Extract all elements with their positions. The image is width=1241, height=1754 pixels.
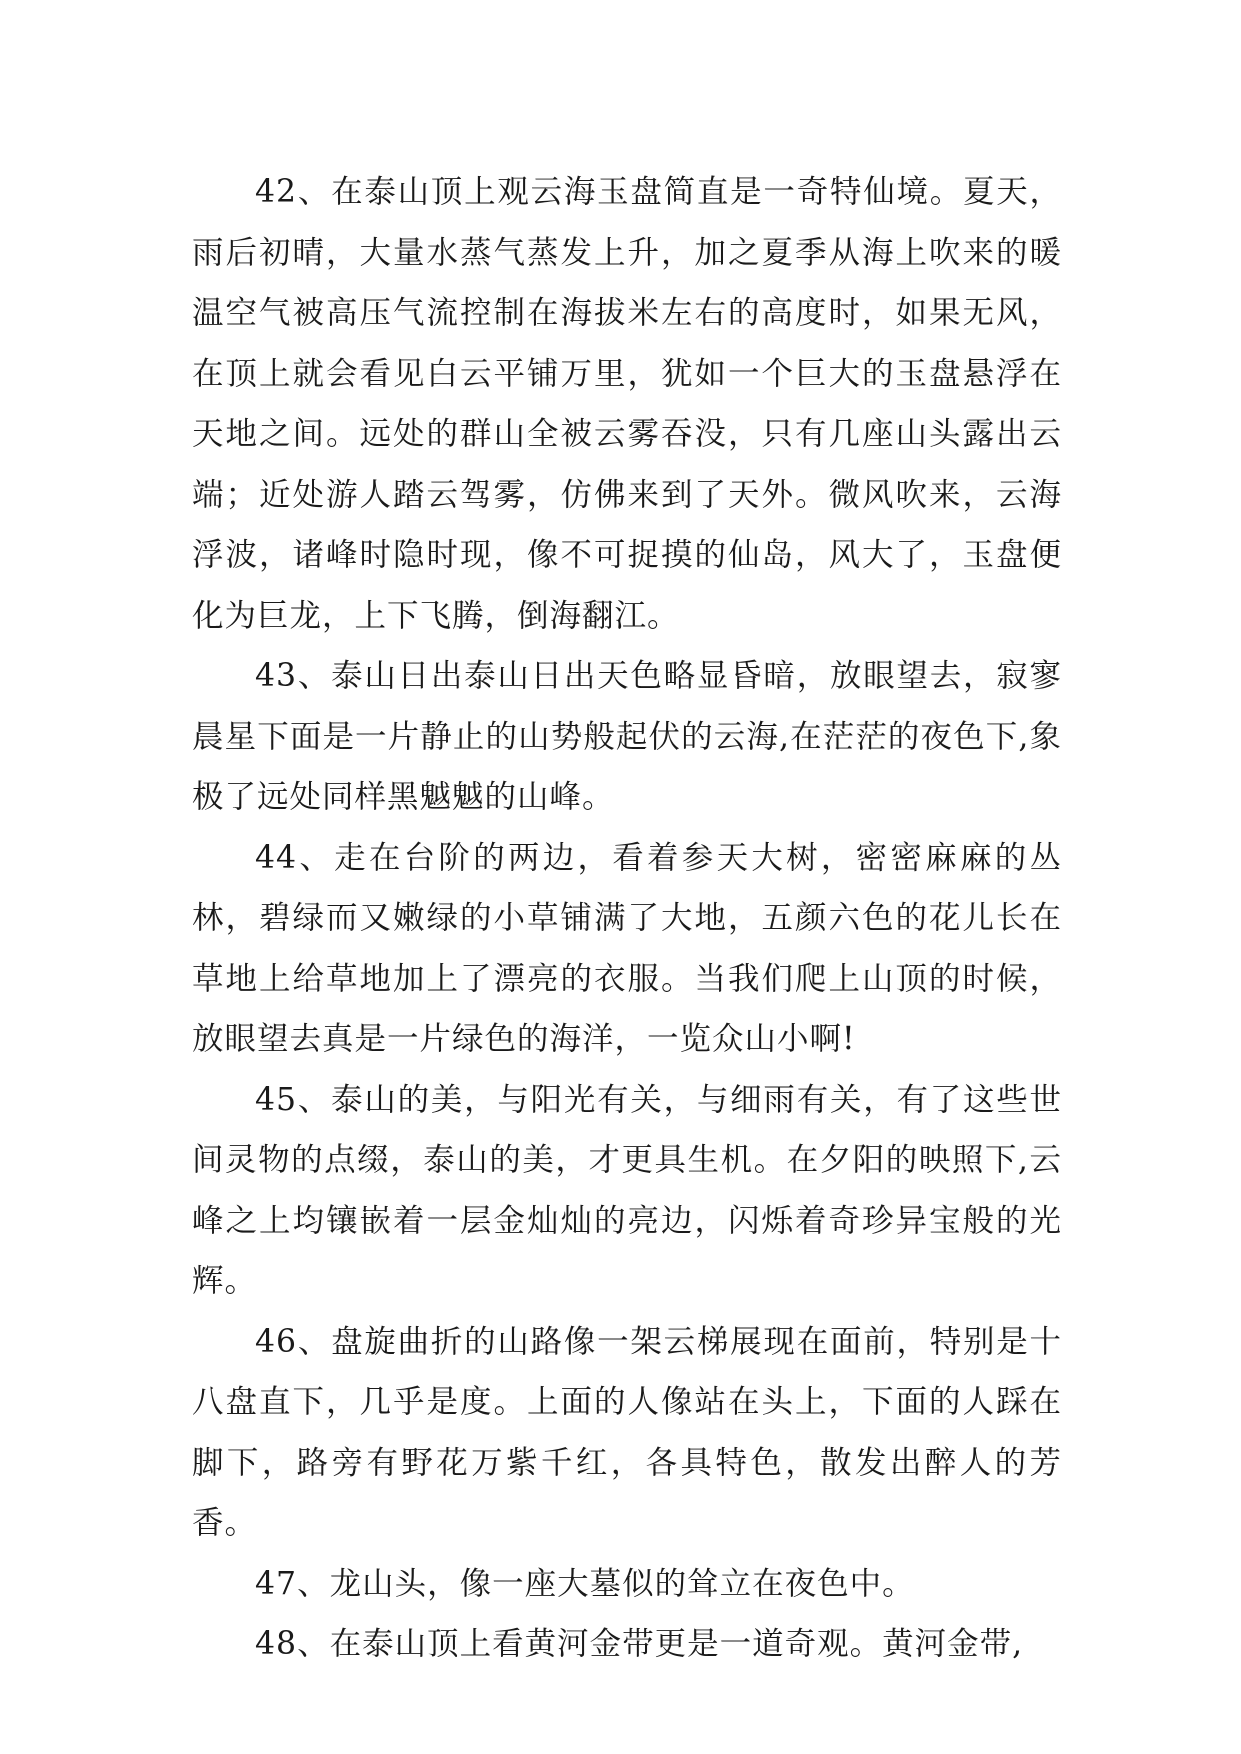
paragraph-45: 45、泰山的美，与阳光有关，与细雨有关，有了这些世间灵物的点缀，泰山的美，才更具生机。在夕阳的映照下,云峰之上均镶嵌着一层金灿灿的亮边，闪烁着奇珍异宝般的光辉。 (192, 1081, 1062, 1299)
paragraph-47: 47、龙山头，像一座大墓似的耸立在夜色中。 (255, 1565, 915, 1602)
paragraph-46: 46、盘旋曲折的山路像一架云梯展现在面前，特别是十八盘直下，几乎是度。上面的人像站在头上，下面的人踩在脚下，路旁有野花万紫千红，各具特色，散发出醉人的芳香。 (192, 1323, 1062, 1541)
paragraph-44: 44、走在台阶的两边，看着参天大树，密密麻麻的丛林，碧绿而又嫩绿的小草铺满了大地，五颜六色的花儿长在草地上给草地加上了漂亮的衣服。当我们爬上山顶的时候，放眼望去真是一片绿色的海洋，一览众山小啊! (192, 839, 1062, 1057)
paragraph-48: 48、在泰山顶上看黄河金带更是一道奇观。黄河金带, (255, 1626, 1024, 1662)
document-body (192, 162, 1062, 1675)
paragraph-42: 42、在泰山顶上观云海玉盘简直是一奇特仙境。夏天，雨后初晴，大量水蒸气蒸发上升，加之夏季从海上吹来的暖温空气被高压气流控制在海拔米左右的高度时，如果无风，在顶上就会看见白云平铺万里，犹如一个巨大的玉盘悬浮在天地之间。远处的群山全被云雾吞没，只有几座山头露出云端；近处游人踏云驾雾，仿佛来到了天外。微风吹来，云海浮波，诸峰时隐时现，像不可捉摸的仙岛，风大了，玉盘便化为巨龙，上下飞腾，倒海翻江。 (192, 174, 1062, 634)
paragraph-43: 43、泰山日出泰山日出天色略显昏暗，放眼望去，寂寥晨星下面是一片静止的山势般起伏的云海,在茫茫的夜色下,象极了远处同样黑魆魆的山峰。 (192, 658, 1062, 815)
